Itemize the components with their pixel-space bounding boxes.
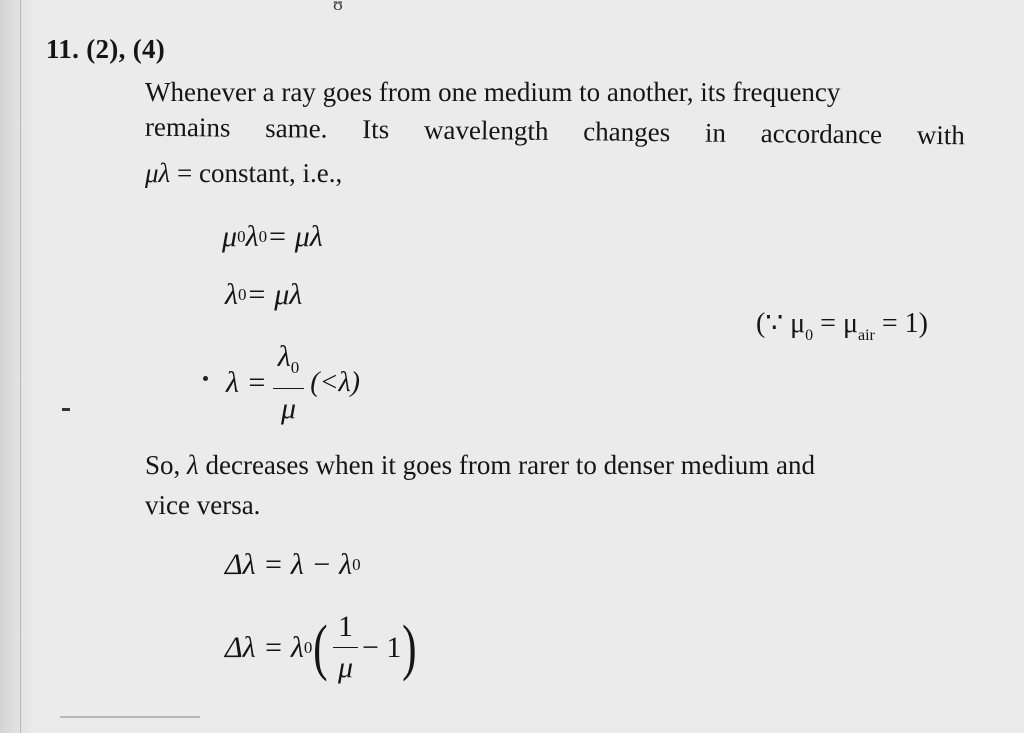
word: changes <box>583 116 671 148</box>
paragraph-2-line-2: vice versa. <box>145 490 261 520</box>
word: remains <box>144 111 231 143</box>
fraction: $\frac{1}{\mu}$ <box>333 610 358 685</box>
equation-4: Δλ = λ − λ 0 <box>225 548 361 581</box>
word: wavelength <box>423 114 549 146</box>
word: accordance <box>760 118 883 150</box>
bottom-cut-line <box>60 716 200 728</box>
paragraph-1-line-3 <box>145 157 342 189</box>
equation-2: λ 0 = μλ <box>225 278 303 311</box>
paragraph-1-line-1: Whenever a ray goes from one medium to another, its frequency <box>145 77 841 107</box>
mu-lambda-symbol: μλ <box>145 158 171 188</box>
equation-5: Δλ = λ 0 ( $\frac{1}{\mu}$ − 1 ) <box>225 610 417 684</box>
stray-dot <box>203 376 208 381</box>
margin-dash <box>62 408 70 411</box>
equation-3: λ = $\frac{\lambda_0}{\mu}$ (<λ) <box>226 340 360 425</box>
question-number: 11. (2), (4) <box>46 34 166 64</box>
word: same. <box>265 112 328 144</box>
equation-1: μ 0 λ 0 = μλ <box>222 220 323 253</box>
word: Its <box>362 113 390 145</box>
word: in <box>704 117 727 148</box>
left-paren: ( <box>313 613 328 682</box>
fraction: $\frac{\lambda_0}{\mu}$ <box>273 340 305 426</box>
right-paren: ) <box>402 613 417 682</box>
paragraph-1-line-2 <box>145 111 965 152</box>
word: with <box>916 119 966 151</box>
paragraph-2-line-1: So, λ decreases when it goes from rarer to denser medium and <box>145 450 816 480</box>
equation-2-note: (∵ $\mu_0 = \mu_{air} = 1$) <box>756 308 928 344</box>
top-cut-glyph: ʊ <box>333 0 343 14</box>
constant-text: = constant, i.e., <box>170 158 343 188</box>
page-binding-edge <box>0 0 34 733</box>
